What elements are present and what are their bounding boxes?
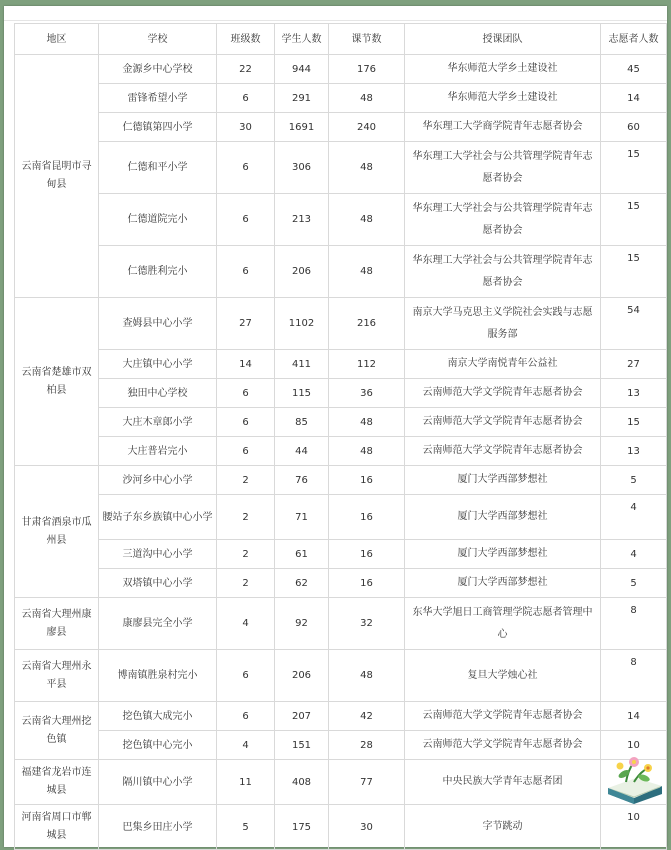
cell-lessons: 48 [329,650,405,702]
table-row [15,466,667,495]
table-row [15,731,667,760]
table-row [15,495,667,540]
cell-team: 厦门大学西部梦想社 [405,466,601,495]
cell-students: 408 [275,760,329,805]
table-row [15,760,667,805]
cell-classes: 4 [217,598,275,650]
cell-classes: 6 [217,650,275,702]
table-row [15,805,667,850]
header-students: 学生人数 [275,24,329,55]
cell-students: 291 [275,84,329,113]
cell-lessons: 48 [329,246,405,298]
cell-school: 仁德道院完小 [99,194,217,246]
header-volunteers: 志愿者人数 [601,24,667,55]
cell-classes: 6 [217,246,275,298]
cell-school: 挖色镇中心完小 [99,731,217,760]
cell-volunteers: 27 [601,350,667,379]
cell-classes: 2 [217,569,275,598]
book-flower-decoration [604,752,666,804]
cell-school: 沙河乡中心小学 [99,466,217,495]
cell-volunteers: 8 [601,598,667,650]
cell-students: 62 [275,569,329,598]
cell-lessons: 48 [329,437,405,466]
table-row [15,569,667,598]
cell-lessons: 16 [329,466,405,495]
cell-school: 仁德胜利完小 [99,246,217,298]
cell-school: 挖色镇大成完小 [99,702,217,731]
cell-classes: 27 [217,298,275,350]
table-row [15,84,667,113]
cell-classes: 2 [217,540,275,569]
cell-students: 944 [275,55,329,84]
cell-lessons: 16 [329,540,405,569]
cell-students: 71 [275,495,329,540]
cell-volunteers: 60 [601,113,667,142]
cell-students: 306 [275,142,329,194]
cell-classes: 2 [217,495,275,540]
cell-volunteers: 15 [601,142,667,194]
cell-lessons: 48 [329,142,405,194]
cell-volunteers: 4 [601,540,667,569]
cell-team: 云南师范大学文学院青年志愿者协会 [405,379,601,408]
cell-school: 仁德和平小学 [99,142,217,194]
table-row [15,298,667,350]
cell-team: 南京大学南悦青年公益社 [405,350,601,379]
cell-lessons: 42 [329,702,405,731]
table-row [15,350,667,379]
cell-classes: 6 [217,437,275,466]
cell-classes: 22 [217,55,275,84]
table-header-row [15,24,667,55]
cell-team: 华东师范大学乡土建设社 [405,55,601,84]
table-row [15,540,667,569]
table-row [15,650,667,702]
cell-classes: 6 [217,194,275,246]
cell-school: 康廖县完全小学 [99,598,217,650]
cell-students: 151 [275,731,329,760]
table-row [15,379,667,408]
cell-classes: 14 [217,350,275,379]
cell-students: 175 [275,805,329,850]
cell-volunteers: 10 [601,805,667,850]
cell-team: 复旦大学烛心社 [405,650,601,702]
cell-team: 云南师范大学文学院青年志愿者协会 [405,408,601,437]
cell-school: 雷锋希望小学 [99,84,217,113]
cell-volunteers: 15 [601,246,667,298]
cell-region: 云南省楚雄市双柏县 [15,298,99,466]
cell-students: 206 [275,650,329,702]
cell-classes: 6 [217,702,275,731]
table-row [15,408,667,437]
cell-students: 213 [275,194,329,246]
cell-volunteers: 54 [601,298,667,350]
cell-school: 大庄普岩完小 [99,437,217,466]
header-school: 学校 [99,24,217,55]
cell-volunteers: 15 [601,194,667,246]
cell-classes: 6 [217,408,275,437]
cell-volunteers: 13 [601,437,667,466]
cell-region: 云南省大理州挖色镇 [15,702,99,760]
cell-students: 1102 [275,298,329,350]
cell-classes: 5 [217,805,275,850]
cell-region: 云南省昆明市寻甸县 [15,55,99,298]
cell-lessons: 77 [329,760,405,805]
cell-team: 云南师范大学文学院青年志愿者协会 [405,731,601,760]
cell-school: 金源乡中心学校 [99,55,217,84]
cell-school: 双塔镇中心小学 [99,569,217,598]
cell-region: 福建省龙岩市连城县 [15,760,99,805]
cell-lessons: 36 [329,379,405,408]
cell-students: 207 [275,702,329,731]
cell-school: 仁德镇第四小学 [99,113,217,142]
cell-classes: 6 [217,142,275,194]
cell-school: 腰站子东乡族镇中心小学 [99,495,217,540]
cell-volunteers: 5 [601,569,667,598]
cell-team: 华东理工大学社会与公共管理学院青年志愿者协会 [405,246,601,298]
header-team: 授课团队 [405,24,601,55]
cell-school: 大庄镇中心小学 [99,350,217,379]
cell-lessons: 112 [329,350,405,379]
cell-lessons: 16 [329,495,405,540]
cell-team: 厦门大学西部梦想社 [405,495,601,540]
cell-school: 查姆县中心小学 [99,298,217,350]
header-lessons: 课节数 [329,24,405,55]
cell-students: 85 [275,408,329,437]
cell-lessons: 48 [329,84,405,113]
cell-students: 61 [275,540,329,569]
cell-volunteers: 8 [601,650,667,702]
cell-team: 厦门大学西部梦想社 [405,540,601,569]
cell-lessons: 16 [329,569,405,598]
cell-team: 厦门大学西部梦想社 [405,569,601,598]
cell-team: 南京大学马克思主义学院社会实践与志愿服务部 [405,298,601,350]
cell-lessons: 30 [329,805,405,850]
cell-school: 独田中心学校 [99,379,217,408]
cell-team: 华东理工大学商学院青年志愿者协会 [405,113,601,142]
cell-classes: 4 [217,731,275,760]
cell-volunteers: 10 [601,731,667,760]
cell-classes: 2 [217,466,275,495]
table-row [15,702,667,731]
cell-team: 云南师范大学文学院青年志愿者协会 [405,437,601,466]
cell-lessons: 176 [329,55,405,84]
table-row [15,142,667,194]
cell-lessons: 48 [329,194,405,246]
cell-school: 隔川镇中心小学 [99,760,217,805]
cell-classes: 6 [217,379,275,408]
cell-region: 河南省周口市郸城县 [15,805,99,850]
cell-team: 华东理工大学社会与公共管理学院青年志愿者协会 [405,142,601,194]
cell-volunteers: 4 [601,495,667,540]
cell-volunteers: 14 [601,702,667,731]
cell-region: 云南省大理州永平县 [15,650,99,702]
header-region: 地区 [15,24,99,55]
table-row [15,194,667,246]
cell-lessons: 48 [329,408,405,437]
cell-volunteers: 14 [601,84,667,113]
volunteer-teaching-table [14,23,667,850]
cell-students: 115 [275,379,329,408]
cell-team: 华东师范大学乡土建设社 [405,84,601,113]
cell-region: 云南省大理州康廖县 [15,598,99,650]
cell-lessons: 216 [329,298,405,350]
cell-lessons: 240 [329,113,405,142]
cell-classes: 11 [217,760,275,805]
cell-students: 92 [275,598,329,650]
cell-students: 206 [275,246,329,298]
header-classes: 班级数 [217,24,275,55]
table-row [15,437,667,466]
table-row [15,113,667,142]
cell-students: 44 [275,437,329,466]
table-row [15,55,667,84]
cell-volunteers: 45 [601,55,667,84]
cell-region: 甘肃省酒泉市瓜州县 [15,466,99,598]
cell-team: 东华大学旭日工商管理学院志愿者管理中心 [405,598,601,650]
table-row [15,246,667,298]
cell-school: 博南镇胜泉村完小 [99,650,217,702]
table-row [15,598,667,650]
cell-school: 大庄木章郎小学 [99,408,217,437]
cell-students: 1691 [275,113,329,142]
cell-school: 三道沟中心小学 [99,540,217,569]
cell-volunteers: 15 [601,408,667,437]
cell-team: 中央民族大学青年志愿者团 [405,760,601,805]
cell-students: 411 [275,350,329,379]
cell-lessons: 32 [329,598,405,650]
cell-volunteers: 13 [601,379,667,408]
cell-school: 巴集乡田庄小学 [99,805,217,850]
cell-lessons: 28 [329,731,405,760]
cell-classes: 6 [217,84,275,113]
top-rule [4,6,667,21]
cell-volunteers: 5 [601,466,667,495]
cell-team: 字节跳动 [405,805,601,850]
cell-team: 云南师范大学文学院青年志愿者协会 [405,702,601,731]
cell-students: 76 [275,466,329,495]
cell-team: 华东理工大学社会与公共管理学院青年志愿者协会 [405,194,601,246]
cell-classes: 30 [217,113,275,142]
